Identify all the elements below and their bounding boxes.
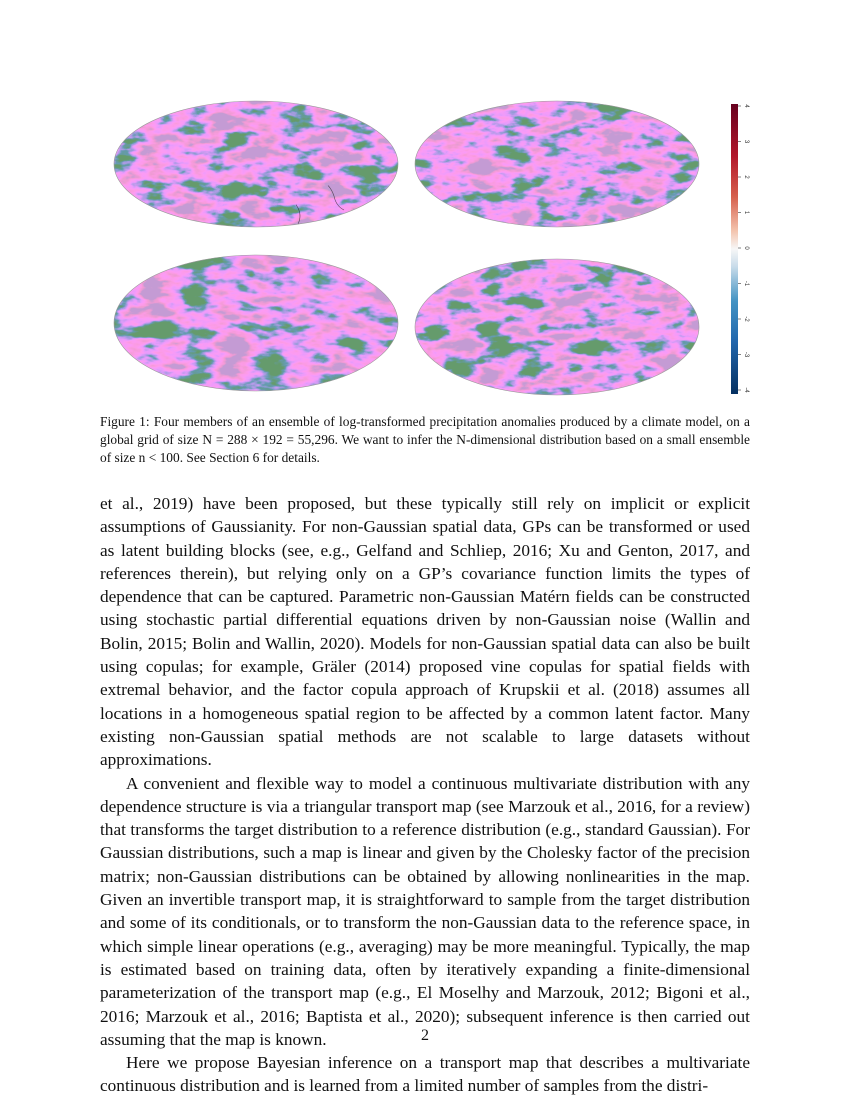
paragraph-2: A convenient and flexible way to model a continuous multivariate distribution with any dependence structure is via a triangular transport map (see Marzouk et al., 2016, for a review) that transforms the target distribution to a reference distribution (e.g., standard Gaussian). For Gaussian distributions, such a map is linear and given by the Cholesky factor of the precision matrix; non-Gaussian distributions can be obtained by allowing nonlinearities in the map. Given an invertible transport map, it is straightforward to sample from the target distribution and some of its conditionals, or to transform the non-Gaussian data to the reference space, in which simple linear operations (e.g., averaging) may be more meaningful. Typically, the map is estimated based on training data, often by iteratively expanding a finite-dimensional parameterization of the transport map (e.g., El Moselhy and Marzouk, 2012; Bigoni et al., 2016; Marzouk et al., 2016; Baptista et al., 2020); subsequent inference is then carried out assuming that the map is known. <box>100 773 750 1049</box>
colorbar-tick-label: 3 <box>743 139 749 144</box>
colorbar <box>730 104 760 394</box>
colorbar-tick-label: -3 <box>743 351 749 358</box>
body-text <box>100 492 750 1098</box>
colorbar-tick-label: -4 <box>743 387 749 393</box>
figure-caption <box>100 413 750 466</box>
ensemble-maps <box>100 98 720 408</box>
paragraph-1: et al., 2019) have been proposed, but these typically still rely on implicit or explicit assumptions of Gaussianity. For non-Gaussian spatial data, GPs can be transformed or used as latent building blocks (see, e.g., Gelfand and Schliep, 2016; Xu and Genton, 2017, and references therein), but relying only on a GP’s covariance function limits the types of dependence that can be captured. Parametric non-Gaussian Matérn fields can be constructed using stochastic partial differential equations driven by non-Gaussian noise (Wallin and Bolin, 2015; Bolin and Wallin, 2020). Models for non-Gaussian spatial data can also be built using copulas; for example, Gräler (2014) proposed vine copulas for spatial fields with extremal behavior, and the factor copula approach of Krupskii et al. (2018) assumes all locations in a homogeneous spatial region to be affected by a common latent factor. Many existing non-Gaussian spatial methods are not scalable to large datasets without approximations. <box>100 494 750 770</box>
colorbar-tick-label: 1 <box>743 210 749 215</box>
caption-text: Figure 1: Four members of an ensemble of log-transformed precipitation anomalies produced by a climate model, on a global grid of size N = 288 × 192 = 55,296. We want to infer the N-dimensional distribution based on a small ensemble of size n < 100. See Section 6 for details. <box>100 414 750 465</box>
page-number: 2 <box>421 1027 429 1044</box>
colorbar-gradient <box>731 104 738 394</box>
map-panel-1 <box>100 98 420 238</box>
colorbar-tick-label: 0 <box>743 246 749 250</box>
paragraph-3: Here we propose Bayesian inference on a transport map that describes a multivariate continuous distribution and is learned from a limited number of samples from the distri- <box>100 1053 750 1096</box>
colorbar-tick-label: -1 <box>743 280 749 287</box>
colorbar-tick-label: 4 <box>743 104 749 108</box>
colorbar-tick-label: -2 <box>743 316 749 322</box>
map-panel-2 <box>400 98 720 238</box>
figure-1 <box>100 98 760 408</box>
colorbar-tick-label: 2 <box>743 175 749 179</box>
map-panel-4 <box>400 254 720 404</box>
map-panel-3 <box>100 250 420 400</box>
